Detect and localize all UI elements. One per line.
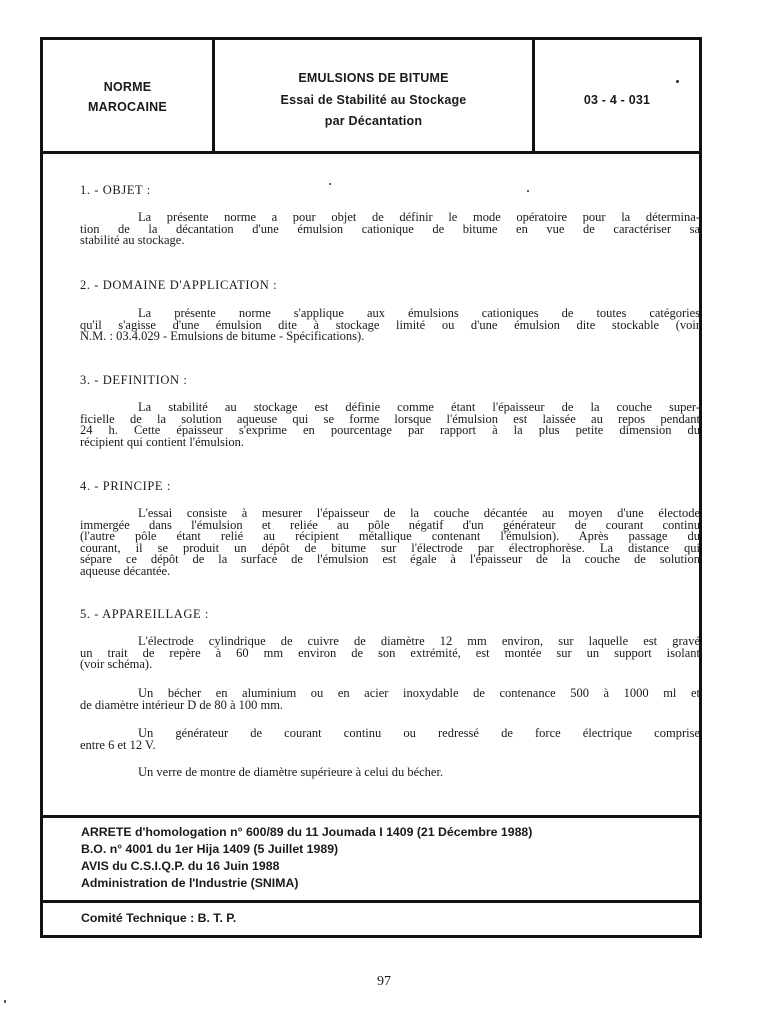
- section-title-domaine: 2. - DOMAINE D'APPLICATION :: [80, 278, 278, 292]
- paragraph-line: L'essai consiste à mesurer l'épaisseur de la couche décantée au moyen d'une électode: [138, 506, 700, 520]
- document-title: EMULSIONS DE BITUME: [298, 71, 449, 85]
- header-table: [43, 40, 699, 154]
- document-subtitle: Essai de Stabilité au Stockage: [280, 93, 467, 107]
- section-paragraph: [80, 636, 700, 671]
- paragraph-line: courant, il se produit un dépôt de bitume sur l'électrode par électrophorèse. La distance qui: [80, 540, 700, 555]
- scan-speck: [329, 183, 331, 185]
- paragraph-line: sépare ce dépôt de la surface de l'émulsion est égale à l'épaisseur de la couche de solution: [80, 552, 700, 566]
- paragraph-line: récipient qui contient l'émulsion.: [80, 434, 245, 449]
- paragraph-line: L'électrode cylindrique de cuivre de diamètre 12 mm environ, sur laquelle est gravé: [138, 634, 700, 648]
- footer-top-rule: [43, 815, 699, 818]
- paragraph-line: tion de la décantation d'une émulsion cationique de bitume en vue de caractériser sa: [80, 221, 700, 236]
- document-subtitle-2: par Décantation: [324, 114, 423, 128]
- paragraph-line: Un générateur de courant continu ou redressé de force électrique comprise: [138, 726, 700, 740]
- section-title-principe: 4. - PRINCIPE :: [80, 479, 171, 493]
- paragraph-line: immergée dans l'émulsion et reliée au pôle négatif d'un générateur de courant continu: [80, 517, 700, 532]
- paragraph-line: qu'il s'agisse d'une émulsion dite à stockage limité ou d'une émulsion dite stockable (voir: [80, 317, 700, 332]
- page-number: 97: [377, 974, 391, 989]
- paragraph-line: entre 6 et 12 V.: [80, 737, 156, 752]
- footer-bo: B.O. n° 4001 du 1er Hija 1409 (5 Juillet 1989): [81, 842, 339, 856]
- paragraph-line: Un bécher en aluminium ou en acier inoxydable de contenance 500 à 1000 ml et: [138, 686, 700, 700]
- paragraph-line: (l'autre pôle étant relié au récipient métallique contenant l'émulsion). Après passage du: [80, 529, 700, 543]
- scan-speck: [527, 190, 529, 192]
- paragraph-line: La présente norme s'applique aux émulsions cationiques de toutes catégories: [138, 306, 700, 320]
- scan-speck: [676, 80, 679, 83]
- paragraph-line: N.M. : 03.4.029 - Emulsions de bitume - Spécifications).: [80, 329, 365, 343]
- norm-label-line2: MAROCAINE: [88, 100, 167, 114]
- scan-speck: [4, 1000, 6, 1003]
- norm-code: 03 - 4 - 031: [583, 93, 651, 107]
- paragraph-line: (voir schéma).: [80, 657, 153, 671]
- paragraph-line: un trait de repère à 60 mm environ de son extrémité, est montée sur un support isolant: [80, 645, 700, 660]
- section-paragraph: [80, 688, 700, 711]
- paragraph-line: La présente norme a pour objet de définir le mode opératoire pour la détermina-: [138, 210, 700, 224]
- paragraph-line: 24 h. Cette épaisseur s'exprime en pourcentage par rapport à la plus petite dimension du: [80, 423, 700, 437]
- section-title-definition: 3. - DEFINITION :: [80, 373, 188, 387]
- paragraph-line: ficielle de la solution aqueuse qui se forme lorsque l'émulsion est laissée au repos pendant: [80, 411, 700, 426]
- footer-arrete: ARRETE d'homologation n° 600/89 du 11 Joumada I 1409 (21 Décembre 1988): [81, 825, 533, 839]
- section-title-appareillage: 5. - APPAREILLAGE :: [80, 607, 210, 621]
- section-paragraph: [80, 402, 700, 448]
- section-paragraph: [80, 728, 700, 751]
- title-cell: [215, 40, 535, 151]
- code-cell: [535, 40, 699, 151]
- footer-avis: AVIS du C.S.I.Q.P. du 16 Juin 1988: [81, 859, 280, 873]
- technical-committee: Comité Technique : B. T. P.: [81, 911, 237, 925]
- section-title-objet: 1. - OBJET :: [80, 183, 151, 197]
- paragraph-line: aqueuse décantée.: [80, 563, 171, 578]
- norm-label-cell: [43, 40, 215, 151]
- section-paragraph: [80, 308, 700, 343]
- footer-administration: Administration de l'Industrie (SNIMA): [81, 876, 299, 890]
- section-paragraph: [80, 508, 700, 577]
- paragraph-line: Un verre de montre de diamètre supérieure à celui du bécher.: [138, 765, 444, 779]
- paragraph-line: La stabilité au stockage est définie comme étant l'épaisseur de la couche super-: [138, 400, 700, 414]
- paragraph-line: de diamètre intérieur D de 80 à 100 mm.: [80, 697, 284, 712]
- norm-label-line1: NORME: [103, 80, 152, 94]
- footer-middle-rule: [43, 900, 699, 903]
- paragraph-line: stabilité au stockage.: [80, 233, 185, 247]
- section-paragraph: [80, 767, 700, 779]
- section-paragraph: [80, 212, 700, 247]
